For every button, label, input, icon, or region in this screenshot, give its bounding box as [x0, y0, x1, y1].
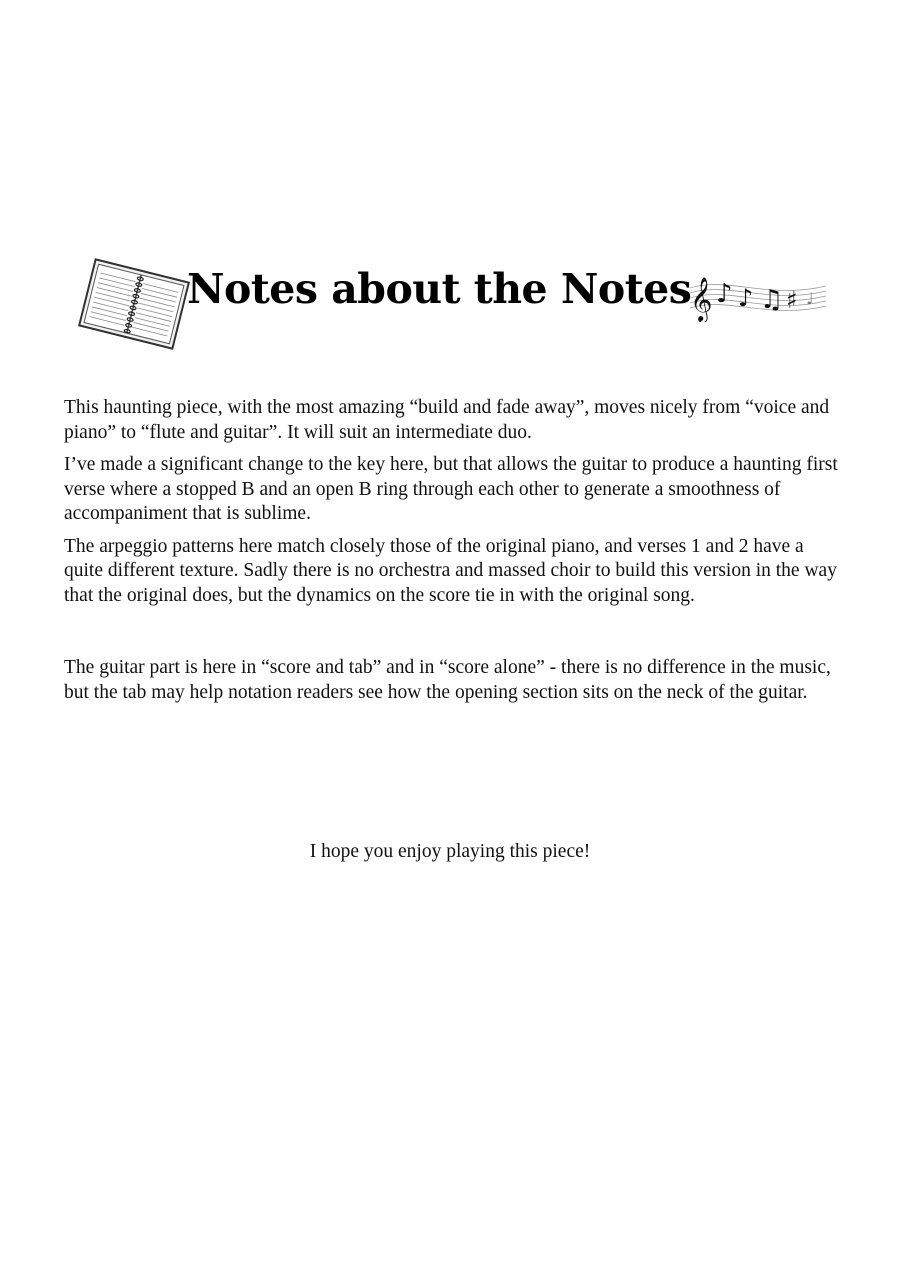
svg-text:♩: ♩: [806, 289, 814, 308]
title-banner: [76, 256, 836, 352]
paragraph-arpeggio: The arpeggio patterns here match closely those of the original piano, and verses 1 and 2 have a quite different texture. Sadly there is no orchestra and massed choir to build this version in the way that the original does, but the dynamics on the score tie in with the original song.: [64, 535, 837, 606]
paragraph-guitar-part: The guitar part is here in “score and tab” and in “score alone” - there is no difference in the music, but the tab may help notation readers see how the opening section sits on the neck of the guitar.: [64, 657, 831, 703]
page-title: Notes about the Notes: [187, 265, 692, 313]
notes-body: [64, 396, 844, 713]
notebook-icon: [76, 258, 192, 350]
svg-text:♯: ♯: [786, 286, 798, 314]
paragraph-key-change: I’ve made a significant change to the key here, but that allows the guitar to produce a haunting first verse where a stopped B and an open B ring through each other to generate a smoothness of accompaniment that is sublime.: [64, 454, 838, 524]
svg-text:𝄞: 𝄞: [690, 277, 713, 321]
svg-text:♫: ♫: [760, 285, 784, 315]
music-notes-staff-icon: [688, 266, 828, 322]
closing-line: I hope you enjoy playing this piece!: [309, 841, 591, 862]
paragraph-intro: This haunting piece, with the most amazing “build and fade away”, moves nicely from “voice and piano” to “flute and guitar”. It will suit an intermediate duo.: [64, 397, 830, 443]
svg-text:♪: ♪: [738, 284, 754, 312]
svg-text:♪: ♪: [716, 279, 733, 309]
